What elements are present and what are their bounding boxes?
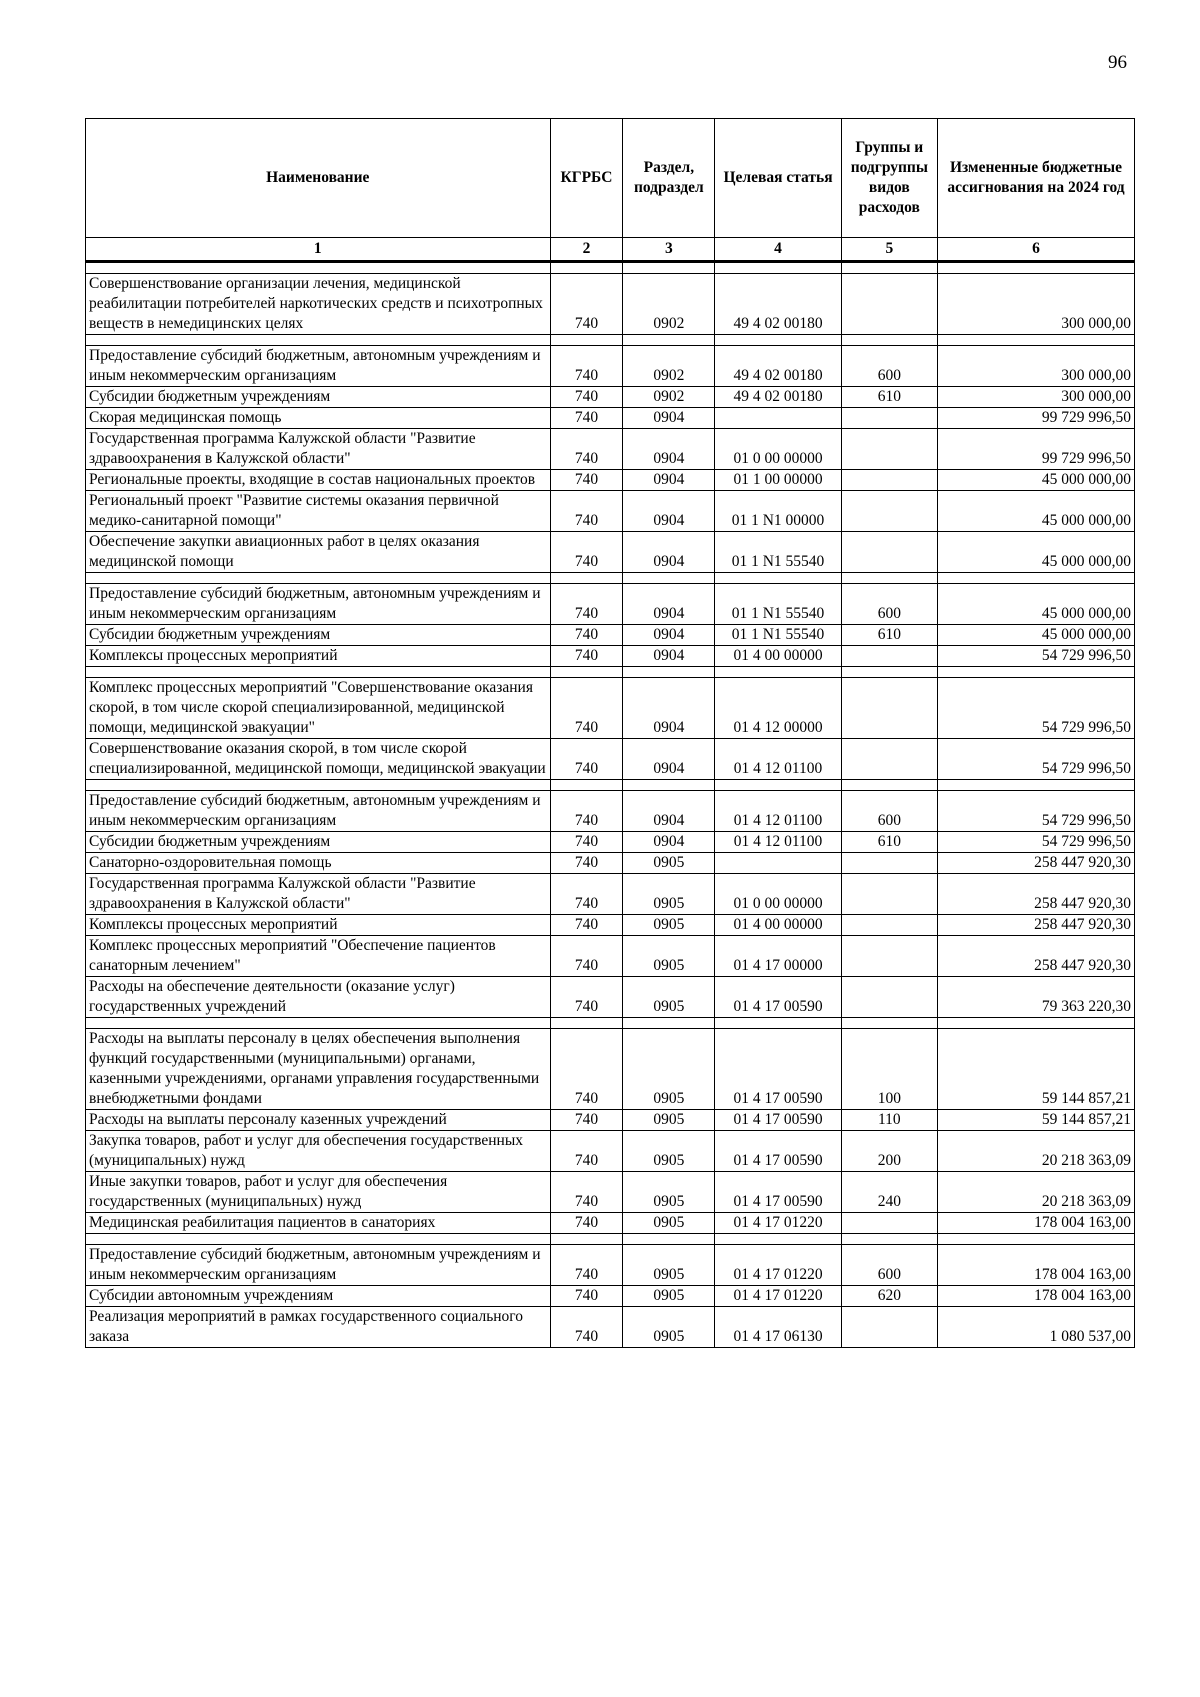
row-section: 0905 <box>623 1131 715 1172</box>
row-group <box>841 678 937 739</box>
row-section: 0905 <box>623 977 715 1018</box>
row-amount: 258 447 920,30 <box>938 936 1135 977</box>
table-row <box>86 1172 1135 1213</box>
spacer-row <box>86 667 1135 678</box>
spacer-cell <box>623 667 715 678</box>
row-amount: 20 218 363,09 <box>938 1131 1135 1172</box>
row-group: 610 <box>841 625 937 646</box>
row-amount: 178 004 163,00 <box>938 1213 1135 1234</box>
row-kgrbs: 740 <box>550 584 623 625</box>
row-section: 0905 <box>623 1286 715 1307</box>
row-target: 01 4 17 06130 <box>715 1307 841 1348</box>
row-name: Субсидии автономным учреждениям <box>86 1286 551 1307</box>
row-group <box>841 491 937 532</box>
budget-table <box>85 118 1135 1348</box>
row-group <box>841 470 937 491</box>
row-kgrbs: 740 <box>550 532 623 573</box>
row-name: Региональный проект "Развитие системы оказания первичной медико-санитарной помощи" <box>86 491 551 532</box>
row-name: Расходы на обеспечение деятельности (оказание услуг) государственных учреждений <box>86 977 551 1018</box>
row-amount: 1 080 537,00 <box>938 1307 1135 1348</box>
row-amount: 258 447 920,30 <box>938 915 1135 936</box>
row-section: 0904 <box>623 739 715 780</box>
spacer-cell <box>623 573 715 584</box>
row-section: 0904 <box>623 791 715 832</box>
spacer-cell <box>715 1234 841 1245</box>
row-target: 49 4 02 00180 <box>715 387 841 408</box>
table-row <box>86 739 1135 780</box>
row-target: 01 1 N1 55540 <box>715 584 841 625</box>
row-name: Иные закупки товаров, работ и услуг для обеспечения государственных (муниципальных) нужд <box>86 1172 551 1213</box>
table-row <box>86 977 1135 1018</box>
spacer-row <box>86 335 1135 346</box>
row-amount: 178 004 163,00 <box>938 1245 1135 1286</box>
row-target: 01 4 00 00000 <box>715 915 841 936</box>
table-row <box>86 1286 1135 1307</box>
row-kgrbs: 740 <box>550 429 623 470</box>
table-row <box>86 625 1135 646</box>
row-amount: 45 000 000,00 <box>938 625 1135 646</box>
row-kgrbs: 740 <box>550 791 623 832</box>
row-kgrbs: 740 <box>550 1110 623 1131</box>
spacer-cell <box>841 780 937 791</box>
spacer-cell <box>550 667 623 678</box>
row-section: 0902 <box>623 387 715 408</box>
row-kgrbs: 740 <box>550 274 623 335</box>
row-section: 0905 <box>623 1110 715 1131</box>
spacer-cell <box>841 1018 937 1029</box>
row-target: 01 4 17 00590 <box>715 1110 841 1131</box>
row-group <box>841 874 937 915</box>
row-group: 600 <box>841 584 937 625</box>
row-name: Медицинская реабилитация пациентов в санаториях <box>86 1213 551 1234</box>
row-group <box>841 429 937 470</box>
spacer-row <box>86 573 1135 584</box>
row-kgrbs: 740 <box>550 977 623 1018</box>
header-amount: Измененные бюджетные ассигнования на 2024 год <box>938 119 1135 238</box>
row-target: 01 4 12 01100 <box>715 832 841 853</box>
row-amount: 178 004 163,00 <box>938 1286 1135 1307</box>
row-amount: 45 000 000,00 <box>938 491 1135 532</box>
page-number: 96 <box>1108 52 1127 73</box>
row-target: 01 4 17 00590 <box>715 977 841 1018</box>
row-group: 620 <box>841 1286 937 1307</box>
row-name: Обеспечение закупки авиационных работ в целях оказания медицинской помощи <box>86 532 551 573</box>
row-kgrbs: 740 <box>550 739 623 780</box>
row-section: 0904 <box>623 625 715 646</box>
spacer-cell <box>938 262 1135 274</box>
spacer-cell <box>623 780 715 791</box>
spacer-cell <box>623 262 715 274</box>
row-section: 0904 <box>623 491 715 532</box>
row-target: 01 4 00 00000 <box>715 646 841 667</box>
row-kgrbs: 740 <box>550 387 623 408</box>
row-group: 600 <box>841 346 937 387</box>
row-amount: 54 729 996,50 <box>938 832 1135 853</box>
row-target: 01 4 17 00000 <box>715 936 841 977</box>
spacer-cell <box>623 335 715 346</box>
spacer-cell <box>938 780 1135 791</box>
row-name: Расходы на выплаты персоналу в целях обеспечения выполнения функций государственными (муниципальными) органами, казенными учреждениями, органами управления государственными внебюджетными фондами <box>86 1029 551 1110</box>
row-amount: 45 000 000,00 <box>938 470 1135 491</box>
row-name: Комплекс процессных мероприятий "Совершенствование оказания скорой, в том числе скорой специализированной, медицинской помощи, медицинской эвакуации" <box>86 678 551 739</box>
row-name: Комплексы процессных мероприятий <box>86 915 551 936</box>
row-amount: 99 729 996,50 <box>938 408 1135 429</box>
column-number: 4 <box>715 238 841 262</box>
row-section: 0902 <box>623 274 715 335</box>
spacer-cell <box>938 335 1135 346</box>
row-amount: 258 447 920,30 <box>938 853 1135 874</box>
spacer-cell <box>715 573 841 584</box>
table-row <box>86 832 1135 853</box>
row-section: 0905 <box>623 1172 715 1213</box>
spacer-row <box>86 780 1135 791</box>
row-kgrbs: 740 <box>550 408 623 429</box>
table-row <box>86 646 1135 667</box>
row-kgrbs: 740 <box>550 936 623 977</box>
row-group: 610 <box>841 387 937 408</box>
spacer-cell <box>86 667 551 678</box>
row-target: 01 4 12 01100 <box>715 791 841 832</box>
spacer-cell <box>715 1018 841 1029</box>
spacer-cell <box>841 262 937 274</box>
row-kgrbs: 740 <box>550 832 623 853</box>
spacer-cell <box>86 573 551 584</box>
header-name: Наименование <box>86 119 551 238</box>
row-name: Государственная программа Калужской области "Развитие здравоохранения в Калужской области" <box>86 874 551 915</box>
row-group <box>841 853 937 874</box>
row-target: 01 4 17 00590 <box>715 1172 841 1213</box>
row-group: 600 <box>841 791 937 832</box>
table-row <box>86 408 1135 429</box>
table-row <box>86 346 1135 387</box>
row-amount: 300 000,00 <box>938 387 1135 408</box>
header-group: Группы и подгруппы видов расходов <box>841 119 937 238</box>
row-group <box>841 936 937 977</box>
spacer-cell <box>938 667 1135 678</box>
table-row <box>86 1131 1135 1172</box>
row-group: 110 <box>841 1110 937 1131</box>
row-name: Скорая медицинская помощь <box>86 408 551 429</box>
row-name: Реализация мероприятий в рамках государственного социального заказа <box>86 1307 551 1348</box>
row-name: Комплекс процессных мероприятий "Обеспечение пациентов санаторным лечением" <box>86 936 551 977</box>
row-section: 0904 <box>623 678 715 739</box>
table-row <box>86 532 1135 573</box>
row-group <box>841 915 937 936</box>
row-section: 0905 <box>623 874 715 915</box>
spacer-cell <box>550 262 623 274</box>
row-section: 0904 <box>623 408 715 429</box>
row-target: 01 1 00 00000 <box>715 470 841 491</box>
row-group <box>841 739 937 780</box>
spacer-cell <box>623 1018 715 1029</box>
spacer-row <box>86 1018 1135 1029</box>
row-section: 0905 <box>623 1307 715 1348</box>
row-kgrbs: 740 <box>550 470 623 491</box>
spacer-cell <box>86 1234 551 1245</box>
table-row <box>86 874 1135 915</box>
row-name: Государственная программа Калужской области "Развитие здравоохранения в Калужской области" <box>86 429 551 470</box>
spacer-cell <box>938 573 1135 584</box>
spacer-cell <box>841 667 937 678</box>
row-target: 01 4 17 01220 <box>715 1286 841 1307</box>
row-amount: 45 000 000,00 <box>938 584 1135 625</box>
spacer-cell <box>841 335 937 346</box>
header-section: Раздел, подраздел <box>623 119 715 238</box>
spacer-cell <box>86 262 551 274</box>
spacer-cell <box>86 780 551 791</box>
row-amount: 54 729 996,50 <box>938 791 1135 832</box>
header-target: Целевая статья <box>715 119 841 238</box>
row-target <box>715 408 841 429</box>
row-amount: 300 000,00 <box>938 274 1135 335</box>
row-target: 01 1 N1 55540 <box>715 532 841 573</box>
header-kgrbs: КГРБС <box>550 119 623 238</box>
header-row <box>86 119 1135 238</box>
column-number: 1 <box>86 238 551 262</box>
spacer-cell <box>841 573 937 584</box>
spacer-cell <box>550 780 623 791</box>
spacer-cell <box>715 667 841 678</box>
row-target: 01 4 12 01100 <box>715 739 841 780</box>
row-kgrbs: 740 <box>550 346 623 387</box>
row-amount: 54 729 996,50 <box>938 646 1135 667</box>
row-target: 01 1 N1 00000 <box>715 491 841 532</box>
column-number: 2 <box>550 238 623 262</box>
row-name: Субсидии бюджетным учреждениям <box>86 832 551 853</box>
row-name: Субсидии бюджетным учреждениям <box>86 625 551 646</box>
row-kgrbs: 740 <box>550 678 623 739</box>
row-group <box>841 1307 937 1348</box>
row-name: Закупка товаров, работ и услуг для обеспечения государственных (муниципальных) нужд <box>86 1131 551 1172</box>
column-number: 5 <box>841 238 937 262</box>
row-section: 0904 <box>623 470 715 491</box>
row-section: 0905 <box>623 1245 715 1286</box>
spacer-cell <box>550 1234 623 1245</box>
row-target: 01 0 00 00000 <box>715 429 841 470</box>
row-amount: 20 218 363,09 <box>938 1172 1135 1213</box>
spacer-cell <box>550 1018 623 1029</box>
row-target: 49 4 02 00180 <box>715 346 841 387</box>
row-group <box>841 274 937 335</box>
row-kgrbs: 740 <box>550 646 623 667</box>
spacer-cell <box>715 335 841 346</box>
row-amount: 45 000 000,00 <box>938 532 1135 573</box>
spacer-cell <box>938 1018 1135 1029</box>
spacer-cell <box>550 335 623 346</box>
spacer-cell <box>86 335 551 346</box>
row-kgrbs: 740 <box>550 915 623 936</box>
row-section: 0904 <box>623 646 715 667</box>
row-amount: 258 447 920,30 <box>938 874 1135 915</box>
row-amount: 300 000,00 <box>938 346 1135 387</box>
row-group: 200 <box>841 1131 937 1172</box>
row-name: Субсидии бюджетным учреждениям <box>86 387 551 408</box>
row-target: 01 4 17 01220 <box>715 1245 841 1286</box>
row-group <box>841 532 937 573</box>
row-group <box>841 646 937 667</box>
row-kgrbs: 740 <box>550 1213 623 1234</box>
table-row <box>86 274 1135 335</box>
table-row <box>86 429 1135 470</box>
row-amount: 59 144 857,21 <box>938 1110 1135 1131</box>
row-target: 01 0 00 00000 <box>715 874 841 915</box>
row-group: 610 <box>841 832 937 853</box>
spacer-cell <box>715 780 841 791</box>
row-target: 01 4 12 00000 <box>715 678 841 739</box>
row-name: Санаторно-оздоровительная помощь <box>86 853 551 874</box>
row-section: 0905 <box>623 1029 715 1110</box>
row-name: Расходы на выплаты персоналу казенных учреждений <box>86 1110 551 1131</box>
row-group: 100 <box>841 1029 937 1110</box>
row-group <box>841 977 937 1018</box>
row-target <box>715 853 841 874</box>
row-target: 01 4 17 00590 <box>715 1131 841 1172</box>
row-kgrbs: 740 <box>550 874 623 915</box>
row-amount: 54 729 996,50 <box>938 678 1135 739</box>
table-row <box>86 387 1135 408</box>
row-section: 0905 <box>623 936 715 977</box>
row-section: 0902 <box>623 346 715 387</box>
spacer-row <box>86 1234 1135 1245</box>
row-group: 600 <box>841 1245 937 1286</box>
row-name: Предоставление субсидий бюджетным, автономным учреждениям и иным некоммерческим организациям <box>86 584 551 625</box>
table-row <box>86 678 1135 739</box>
row-section: 0905 <box>623 853 715 874</box>
row-name: Совершенствование оказания скорой, в том числе скорой специализированной, медицинской помощи, медицинской эвакуации <box>86 739 551 780</box>
row-name: Совершенствование организации лечения, медицинской реабилитации потребителей наркотических средств и психотропных веществ в немедицинских целях <box>86 274 551 335</box>
table-row <box>86 915 1135 936</box>
row-kgrbs: 740 <box>550 1307 623 1348</box>
row-kgrbs: 740 <box>550 625 623 646</box>
table-row <box>86 1213 1135 1234</box>
row-kgrbs: 740 <box>550 1029 623 1110</box>
table-row <box>86 470 1135 491</box>
row-name: Региональные проекты, входящие в состав национальных проектов <box>86 470 551 491</box>
row-amount: 59 144 857,21 <box>938 1029 1135 1110</box>
spacer-row <box>86 262 1135 274</box>
table-row <box>86 1029 1135 1110</box>
table-row <box>86 1110 1135 1131</box>
column-number: 3 <box>623 238 715 262</box>
row-target: 01 4 17 00590 <box>715 1029 841 1110</box>
row-amount: 54 729 996,50 <box>938 739 1135 780</box>
row-name: Предоставление субсидий бюджетным, автономным учреждениям и иным некоммерческим организациям <box>86 346 551 387</box>
table-row <box>86 936 1135 977</box>
row-group <box>841 408 937 429</box>
table-row <box>86 1307 1135 1348</box>
row-section: 0904 <box>623 832 715 853</box>
row-section: 0905 <box>623 1213 715 1234</box>
table-row <box>86 791 1135 832</box>
row-amount: 99 729 996,50 <box>938 429 1135 470</box>
row-group: 240 <box>841 1172 937 1213</box>
spacer-cell <box>841 1234 937 1245</box>
row-section: 0904 <box>623 429 715 470</box>
row-section: 0904 <box>623 532 715 573</box>
spacer-cell <box>715 262 841 274</box>
spacer-cell <box>550 573 623 584</box>
row-section: 0905 <box>623 915 715 936</box>
table-row <box>86 491 1135 532</box>
row-kgrbs: 740 <box>550 1172 623 1213</box>
spacer-cell <box>938 1234 1135 1245</box>
spacer-cell <box>86 1018 551 1029</box>
table-row <box>86 584 1135 625</box>
row-name: Предоставление субсидий бюджетным, автономным учреждениям и иным некоммерческим организациям <box>86 791 551 832</box>
row-target: 01 1 N1 55540 <box>715 625 841 646</box>
row-kgrbs: 740 <box>550 491 623 532</box>
row-name: Предоставление субсидий бюджетным, автономным учреждениям и иным некоммерческим организациям <box>86 1245 551 1286</box>
row-target: 49 4 02 00180 <box>715 274 841 335</box>
column-number-row <box>86 238 1135 262</box>
row-target: 01 4 17 01220 <box>715 1213 841 1234</box>
row-group <box>841 1213 937 1234</box>
spacer-cell <box>623 1234 715 1245</box>
row-kgrbs: 740 <box>550 1245 623 1286</box>
row-section: 0904 <box>623 584 715 625</box>
table-row <box>86 853 1135 874</box>
column-number: 6 <box>938 238 1135 262</box>
row-kgrbs: 740 <box>550 1131 623 1172</box>
table-body <box>86 262 1135 1348</box>
row-name: Комплексы процессных мероприятий <box>86 646 551 667</box>
row-kgrbs: 740 <box>550 853 623 874</box>
row-amount: 79 363 220,30 <box>938 977 1135 1018</box>
row-kgrbs: 740 <box>550 1286 623 1307</box>
table-row <box>86 1245 1135 1286</box>
